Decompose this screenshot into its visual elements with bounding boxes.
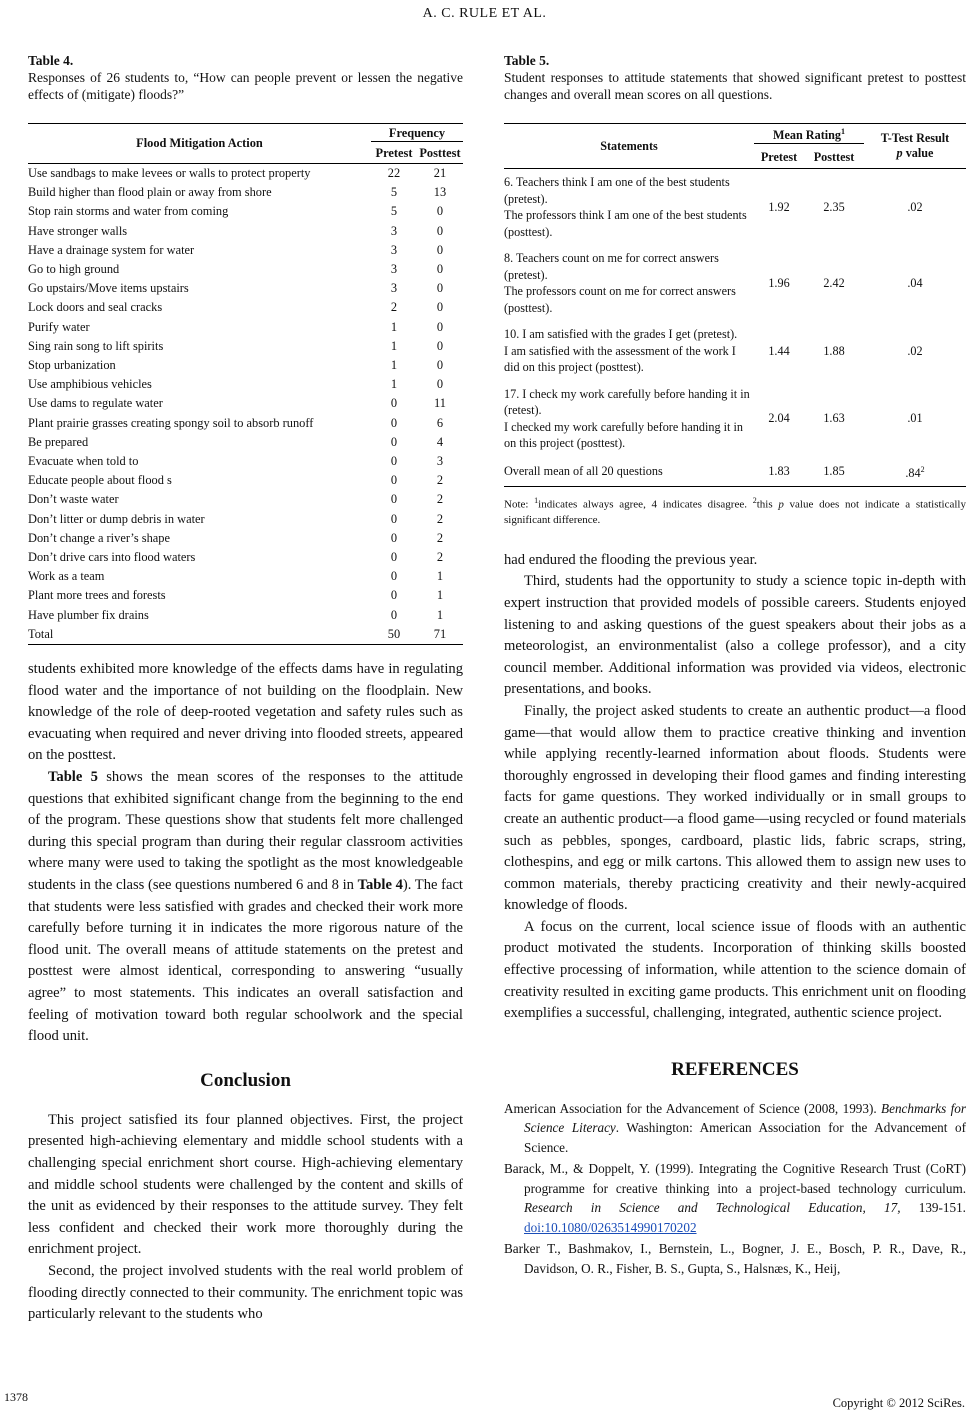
copyright: Copyright © 2012 SciRes. <box>832 1396 965 1410</box>
reference: American Association for the Advancement of Science (2008, 1993). Benchmarks for Science Literacy. Washington: American Association for the Advancement of Science. <box>504 1100 966 1155</box>
conclusion-heading: Conclusion <box>200 1069 291 1091</box>
pretest-cell: 0 <box>390 607 398 622</box>
action-cell: Go to high ground <box>28 262 120 277</box>
table4 <box>28 123 463 645</box>
p-label: p <box>896 146 903 161</box>
table5 <box>504 123 966 487</box>
paragraph: Third, students had the opportunity to study a science topic in-depth with expert instruction that provided models of possible careers. Students enjoyed listening to and asking questions of the guest speakers about their jobs as a meteorologist, an environmentalist (also a college professor), and a city council member. Additional information was provided via videos, electronic presentations, and books. <box>504 573 966 698</box>
table-row <box>28 375 463 394</box>
pretest-cell: 0 <box>390 454 398 469</box>
table5-caption <box>504 52 966 103</box>
posttest-cell: 0 <box>436 377 444 392</box>
col-pretest: Pretest <box>371 144 417 164</box>
action-cell: Don’t drive cars into flood waters <box>28 550 196 565</box>
paragraph: had endured the flooding the previous year. <box>504 551 758 568</box>
posttest-cell: 1 <box>436 588 444 603</box>
statement-line: 8. Teachers count on me for correct answers (pretest). <box>504 251 719 282</box>
posttest-cell: 0 <box>436 319 444 334</box>
action-cell: Total <box>28 626 54 641</box>
pretest-cell: 0 <box>390 473 398 488</box>
action-cell: Be prepared <box>28 434 89 449</box>
statement-cell <box>504 381 754 457</box>
posttest-cell: 0 <box>436 281 444 296</box>
mean-label: Mean Rating <box>772 128 842 143</box>
action-cell: Plant more trees and forests <box>28 588 166 603</box>
table-row <box>28 510 463 529</box>
posttest-cell: 2 <box>436 492 444 507</box>
pretest-cell: 0 <box>390 511 398 526</box>
action-cell: Work as a team <box>28 569 105 584</box>
action-cell: Don’t change a river’s shape <box>28 530 170 545</box>
action-cell: Don’t litter or dump debris in water <box>28 511 205 526</box>
right-column <box>504 52 966 1280</box>
pretest-cell: 0 <box>390 434 398 449</box>
pretest-cell: 22 <box>387 166 401 180</box>
paragraph: students exhibited more knowledge of the effects dams have in regulating flood water and the importance of not building on the floodplain. New knowledge of the role of deep-rooted vegetation and safety rules such as evacuating when required and never driving into flooded streets, appeared on the posttest. <box>28 661 463 764</box>
statement-line: 10. I am satisfied with the grades I get (pretest). <box>504 327 738 342</box>
posttest-cell: 1 <box>436 569 444 584</box>
action-cell: Go upstairs/Move items upstairs <box>28 281 189 296</box>
statement-line: I am satisfied with the assessment of the work I did on this project (posttest). <box>504 343 736 375</box>
pretest-cell: 0 <box>390 588 398 603</box>
col-action: Flood Mitigation Action <box>28 124 371 164</box>
pretest-cell: 3 <box>390 223 398 238</box>
statement-line: The professors count on me for correct answers (posttest). <box>504 284 736 315</box>
paragraph: This project satisfied its four planned objectives. First, the project presented high-achieving elementary and middle school students with a challenging special enrichment short course. High-achieving elementary and middle school students were challenged by the content and skills of the unit as evidenced by their responses to the attitude survey. They felt less confident and checked their work more thoroughly during the enrichment project. <box>28 1111 463 1258</box>
posttest-cell: 3 <box>436 454 444 469</box>
reference: Barker T., Bashmakov, I., Bernstein, L., Bogner, J. E., Bosch, P. R., Dave, R., Davidson, O. R., Fisher, B. S., Gupta, S., Halsnæs, K., Heij, <box>504 1241 966 1276</box>
table-row <box>28 452 463 471</box>
pretest-cell: 0 <box>390 415 398 430</box>
posttest-cell: 2 <box>436 511 444 526</box>
action-cell: Use amphibious vehicles <box>28 377 152 392</box>
pretest-cell: 0 <box>390 569 398 584</box>
col-statements: Statements <box>504 124 754 169</box>
table5-description: Student responses to attitude statements that showed significant pretest to posttest changes and overall mean scores on all questions. <box>504 70 966 102</box>
col-mean-rating <box>754 124 864 148</box>
col-posttest: Posttest <box>804 147 864 169</box>
statement-line: I checked my work carefully before handing it in on this project (posttest). <box>504 419 743 451</box>
table5-label: Table 5. <box>504 53 550 68</box>
overall-label: Overall mean of all 20 questions <box>504 464 663 479</box>
statement-cell <box>504 245 754 321</box>
pretest-cell: 3 <box>390 262 398 277</box>
table-row <box>504 321 966 381</box>
posttest-cell: 71 <box>433 626 447 641</box>
table-row <box>28 279 463 298</box>
post-cell: 1.63 <box>823 411 845 426</box>
overall-row <box>504 457 966 487</box>
left-column <box>28 52 463 1326</box>
pretest-cell: 5 <box>390 204 398 219</box>
posttest-cell: 0 <box>436 204 444 219</box>
table-row <box>28 241 463 260</box>
table-row <box>28 318 463 337</box>
statement-line: 6. Teachers think I am one of the best students (pretest). <box>504 175 730 206</box>
posttest-cell: 0 <box>436 223 444 238</box>
table-row <box>28 548 463 567</box>
table-row <box>28 414 463 433</box>
pretest-cell: 1 <box>390 338 398 353</box>
table-row <box>28 260 463 279</box>
col-posttest: Posttest <box>417 144 463 164</box>
statement-line: The professors think I am one of the best students (posttest). <box>504 208 747 239</box>
p-cell: .02 <box>907 343 923 358</box>
posttest-cell: 1 <box>436 607 444 622</box>
action-cell: Build higher than flood plain or away from shore <box>28 185 272 200</box>
pre-cell: 1.44 <box>768 343 790 358</box>
action-cell: Lock doors and seal cracks <box>28 300 163 315</box>
pretest-cell: 0 <box>390 550 398 565</box>
action-cell: Plant prairie grasses creating spongy soil to absorb runoff <box>28 415 314 430</box>
post-cell: 2.35 <box>823 199 845 214</box>
pre-cell: 2.04 <box>768 411 790 426</box>
table-row <box>28 567 463 586</box>
table-row <box>504 169 966 246</box>
paragraph: Second, the project involved students with the real world problem of flooding directly connected to their community. The enrichment topic was particularly relevant to the students who <box>28 1262 463 1323</box>
p-cell: .02 <box>907 199 923 214</box>
pre-cell: 1.83 <box>768 464 790 479</box>
posttest-cell: 0 <box>436 338 444 353</box>
table4-caption <box>28 52 463 103</box>
action-cell: Stop urbanization <box>28 358 116 373</box>
table-row <box>504 381 966 457</box>
pretest-cell: 0 <box>390 530 398 545</box>
pretest-cell: 3 <box>390 242 398 257</box>
statement-cell <box>504 321 754 381</box>
total-row <box>28 625 463 645</box>
action-cell: Stop rain storms and water from coming <box>28 204 229 219</box>
posttest-cell: 6 <box>436 415 444 430</box>
post-cell: 1.85 <box>823 464 845 479</box>
col-pretest: Pretest <box>754 147 804 169</box>
action-cell: Evacuate when told to <box>28 454 139 469</box>
paragraph: Finally, the project asked students to create an authentic product—a flood game—that would allow them to practice creative thinking and invention while applying recently-learned information about floods. Students were thoroughly engrossed in developing their flood games and finding interesting facts for game questions. They worked individually or in small groups to create an authentic product—a flood game—using recycled or found materials such as pebbles, sponges, cardboard, plastic lids, fabric scraps, string, clothespins, and egg or milk cartons. This allowed them to assign new uses to common materials, thereby practicing creativity and their newly-acquired knowledge of floods. <box>504 702 966 914</box>
pretest-cell: 1 <box>390 377 398 392</box>
table-row <box>28 471 463 490</box>
table-row <box>28 222 463 241</box>
col-ttest <box>864 124 966 169</box>
posttest-cell: 2 <box>436 530 444 545</box>
text: ). The fact that students were less satisfied with grades and checked their work more carefully before turning it in indicates the more rigorous nature of the flood unit. The overall means of attitude statements on the pretest and posttest were almost identical, corresponding to answering “usually agree” to most statements. This indicates an overall satisfaction and feeling of motivation toward both regular schoolwork and the special flood unit. <box>28 877 463 1045</box>
table-row <box>28 433 463 452</box>
action-cell: Purify water <box>28 319 90 334</box>
table-row <box>28 394 463 413</box>
table4-description: Responses of 26 students to, “How can people prevent or lessen the negative effects of (mitigate) floods?” <box>28 70 463 102</box>
action-cell: Have plumber fix drains <box>28 607 149 622</box>
value-label: value <box>902 146 934 161</box>
pretest-cell: 1 <box>390 358 398 373</box>
table4-label: Table 4. <box>28 53 74 68</box>
table-row <box>28 337 463 356</box>
pretest-cell: 1 <box>390 319 398 334</box>
table-ref: Table 4 <box>357 877 403 894</box>
posttest-cell: 4 <box>436 434 444 449</box>
table5-note: Note: $^1$indicates always agree, 4 indicates disagree. $^2$this p value does not indicate a statistically significant difference. <box>504 496 966 526</box>
table-row <box>28 183 463 202</box>
running-head: A. C. RULE ET AL. <box>422 6 547 21</box>
posttest-cell: 13 <box>433 185 447 200</box>
action-cell: Use dams to regulate water <box>28 396 163 411</box>
post-cell: 1.88 <box>823 343 845 358</box>
p-cell: $.84^2$ <box>905 464 925 480</box>
table-row <box>28 529 463 548</box>
ttest-label: T-Test Result <box>880 131 950 146</box>
table-row <box>28 586 463 605</box>
table-row <box>28 164 463 184</box>
p-cell: .01 <box>907 411 923 426</box>
pretest-cell: 50 <box>387 626 401 641</box>
pretest-cell: 2 <box>390 300 398 315</box>
paragraph <box>28 767 463 1048</box>
posttest-cell: 0 <box>436 242 444 257</box>
table-row <box>504 245 966 321</box>
action-cell: Have a drainage system for water <box>28 242 195 257</box>
pre-cell: 1.96 <box>768 275 790 290</box>
table-row <box>28 202 463 221</box>
col-frequency <box>371 124 463 145</box>
paragraph: A focus on the current, local science issue of floods with an authentic product motivated the students. Incorporation of thinking skills boosted effective processing of information, while attention to the science domain of creativity resulted in exciting game products. This enrichment unit on flooding exemplifies a successful, challenging, integrated, authentic science project. <box>504 918 966 1022</box>
table-row <box>28 606 463 625</box>
posttest-cell: 0 <box>436 262 444 277</box>
table-row <box>28 356 463 375</box>
posttest-cell: 0 <box>436 300 444 315</box>
action-cell: Sing rain song to lift spirits <box>28 338 164 353</box>
table-ref: Table 5 <box>48 769 98 786</box>
posttest-cell: 2 <box>436 473 444 488</box>
table-row <box>28 490 463 509</box>
posttest-cell: 2 <box>436 550 444 565</box>
statement-cell <box>504 169 754 246</box>
doi-link[interactable]: doi:10.1080/0263514990170202 <box>524 1219 697 1235</box>
action-cell: Have stronger walls <box>28 223 128 238</box>
pretest-cell: 3 <box>390 281 398 296</box>
posttest-cell: 21 <box>433 166 447 180</box>
frequency-label: Frequency <box>371 126 463 142</box>
action-cell: Educate people about flood s <box>28 473 172 488</box>
pre-cell: 1.92 <box>768 199 790 214</box>
footnote-mark: 1 <box>841 127 846 136</box>
p-cell: .04 <box>907 275 923 290</box>
action-cell: Don’t waste water <box>28 492 119 507</box>
references-heading: REFERENCES <box>671 1058 799 1080</box>
post-cell: 2.42 <box>823 275 845 290</box>
table-row <box>28 298 463 317</box>
text: shows the mean scores of the responses to the attitude questions that exhibited significant change from the beginning to the end of the program. These questions show that students felt more challenged during this special program than during their regular classroom activities where many were used to taking the spotlight as the most knowledgeable students in the class (see questions numbered 6 and 8 in <box>28 769 463 894</box>
statement-line: 17. I check my work carefully before handing it in (retest). <box>504 386 750 418</box>
posttest-cell: 11 <box>434 396 446 411</box>
posttest-cell: 0 <box>436 358 444 373</box>
page-number: 1378 <box>4 1390 28 1404</box>
pretest-cell: 0 <box>390 492 398 507</box>
reference: Barack, M., & Doppelt, Y. (1999). Integrating the Cognitive Research Trust (CoRT) programme for creative thinking into a project-based technology curriculum. Research in Science and Technological Education, 17, 139-151. doi:10.1080/0263514990170202 <box>504 1161 966 1235</box>
action-cell: Use sandbags to make levees or walls to protect property <box>28 166 311 180</box>
pretest-cell: 5 <box>390 185 398 200</box>
pretest-cell: 0 <box>390 396 398 411</box>
